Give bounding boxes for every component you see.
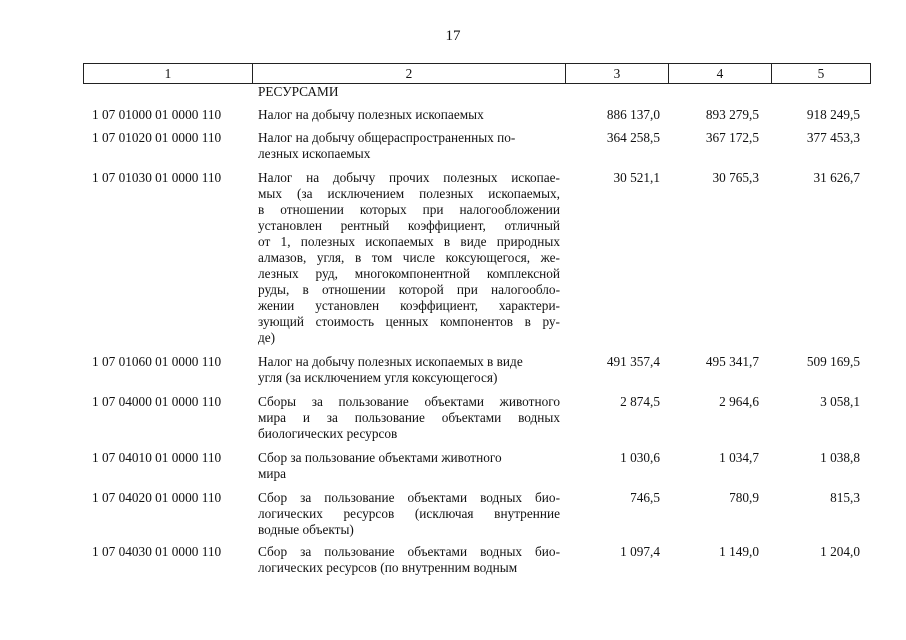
row-name-line: в отношении которых при налогообложении — [258, 202, 560, 217]
row-name — [258, 170, 560, 346]
row-value-col3: 491 357,4 — [606, 354, 660, 369]
row-name-line: угля (за исключением угля коксующегося) — [258, 370, 498, 385]
row-name — [258, 450, 560, 482]
row-name — [258, 544, 560, 576]
row-value-col4: 1 149,0 — [719, 544, 759, 559]
row-value-col3: 1 097,4 — [620, 544, 660, 559]
row-value-col4: 495 341,7 — [705, 354, 759, 369]
row-value-col5: 1 038,8 — [820, 450, 860, 465]
row-name-line: Сбор за пользование объектами животного — [258, 450, 502, 465]
row-code: 1 07 01060 01 0000 110 — [92, 354, 222, 369]
row-name-line: логических ресурсов (исключая внутренние — [258, 506, 560, 521]
row-name-line: жении установлен коэффициент, характери- — [258, 298, 560, 313]
row-name-line: Сбор за пользование объектами водных био- — [258, 544, 560, 559]
row-value-col4: 780,9 — [729, 490, 759, 505]
row-value-col4: 893 279,5 — [705, 107, 759, 122]
page-number: 17 — [445, 28, 461, 44]
row-name-line: от 1, полезных ископаемых в виде природных — [258, 234, 560, 249]
header-cell-4: 4 — [669, 64, 772, 84]
row-name-line: Налог на добычу полезных ископаемых — [258, 107, 484, 122]
row-name-line: лезных руд, многокомпонентной комплексной — [258, 266, 560, 281]
row-name-line: мира и за пользование объектами водных — [258, 410, 560, 425]
continuation-text: РЕСУРСАМИ — [258, 84, 339, 99]
header-cell-1: 1 — [84, 64, 253, 84]
table-header — [83, 63, 871, 84]
row-name-line: де) — [258, 330, 276, 345]
row-name-line: логических ресурсов (по внутренним водным — [258, 560, 518, 575]
row-value-col5: 509 169,5 — [806, 354, 860, 369]
row-name — [258, 490, 560, 538]
header-cell-5: 5 — [772, 64, 871, 84]
row-value-col3: 886 137,0 — [606, 107, 660, 122]
row-value-col5: 815,3 — [830, 490, 860, 505]
row-value-col4: 367 172,5 — [705, 130, 759, 145]
row-name — [258, 130, 560, 162]
row-code: 1 07 01000 01 0000 110 — [92, 107, 222, 122]
row-name-line: водные объекты) — [258, 522, 354, 537]
row-value-col5: 3 058,1 — [820, 394, 860, 409]
row-code: 1 07 01030 01 0000 110 — [92, 170, 222, 185]
row-value-col3: 746,5 — [630, 490, 660, 505]
row-value-col3: 1 030,6 — [620, 450, 660, 465]
row-name-line: биологических ресурсов — [258, 426, 398, 441]
row-value-col5: 377 453,3 — [806, 130, 860, 145]
row-value-col4: 1 034,7 — [719, 450, 759, 465]
row-value-col5: 31 626,7 — [813, 170, 860, 185]
header-cell-3: 3 — [566, 64, 669, 84]
row-code: 1 07 04010 01 0000 110 — [92, 450, 222, 465]
row-name-line: Налог на добычу прочих полезных ископае- — [258, 170, 560, 185]
row-name-line: мых (за исключением полезных ископаемых, — [258, 186, 560, 201]
row-value-col3: 30 521,1 — [613, 170, 660, 185]
row-value-col3: 2 874,5 — [620, 394, 660, 409]
row-name-line: руды, в отношении которой при налогообло- — [258, 282, 560, 297]
row-value-col3: 364 258,5 — [606, 130, 660, 145]
row-name-line: лезных ископаемых — [258, 146, 371, 161]
row-name-line: Налог на добычу полезных ископаемых в виде — [258, 354, 523, 369]
row-name-line: установлен рентный коэффициент, отличный — [258, 218, 560, 233]
row-code: 1 07 04030 01 0000 110 — [92, 544, 222, 559]
header-cell-2: 2 — [253, 64, 566, 84]
row-code: 1 07 04020 01 0000 110 — [92, 490, 222, 505]
row-name-line: алмазов, угля, в том числе коксующегося, же- — [258, 250, 560, 265]
row-name-line: Налог на добычу общераспространенных по- — [258, 130, 516, 145]
row-value-col4: 2 964,6 — [719, 394, 759, 409]
row-name-line: зующий стоимость ценных компонентов в ру- — [258, 314, 560, 329]
row-name-line: Сбор за пользование объектами водных био- — [258, 490, 560, 505]
row-value-col4: 30 765,3 — [712, 170, 759, 185]
row-value-col5: 1 204,0 — [820, 544, 860, 559]
row-name-line: мира — [258, 466, 287, 481]
row-value-col5: 918 249,5 — [806, 107, 860, 122]
row-code: 1 07 01020 01 0000 110 — [92, 130, 222, 145]
row-name — [258, 107, 560, 123]
row-name — [258, 394, 560, 442]
row-code: 1 07 04000 01 0000 110 — [92, 394, 222, 409]
row-name-line: Сборы за пользование объектами животного — [258, 394, 560, 409]
row-name — [258, 354, 560, 386]
